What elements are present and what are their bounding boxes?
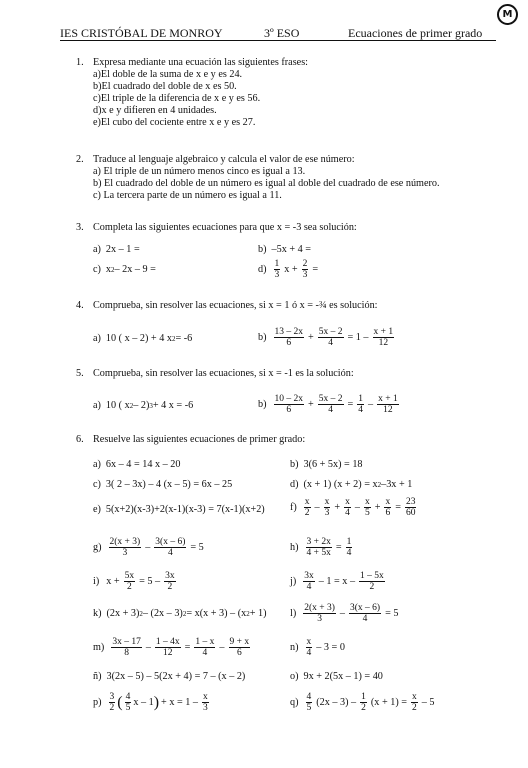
equation-6b: b) 3(6 + 5x) = 18 [290,459,363,470]
equation-6j: j) $\frac{3x}{4}$ – 1 = x – $\frac{1 - 5x}{2}$ [290,571,384,592]
exercise-title: Comprueba, sin resolver las ecuaciones, si x = 1 ó x = -¾ es solución: [93,300,378,311]
equation-6k: k) (2x + 3) 2 – (2x – 3) 2 = x(x + 3) – (x 2 + 1) [93,608,267,619]
equation-4a: a) 10 ( x – 2) + 4 x 2 = -6 [93,333,193,344]
equation-6g: g) $\frac{2(x + 3)}{3}$ – $\frac{3(x - 6)}{4}$ = 5 [93,537,204,558]
exercise-item: a) El triple de un número menos cinco es igual a 13. [93,166,306,177]
exercise-title: Comprueba, sin resolver las ecuaciones, si x = -1 es la solución: [93,368,354,379]
exercise-item: b) El cuadrado del doble de un número es igual al doble del cuadrado de ese número. [93,178,440,189]
course-level: 3º ESO [264,26,300,40]
exercise-item: a)El doble de la suma de x e y es 24. [93,69,243,80]
exercise-number: 1. [76,57,84,68]
exercise-number: 5. [76,368,84,379]
equation-3a: a) 2x – 1 = [93,244,140,255]
exercise-item: c) La tercera parte de un número es igual a 11. [93,190,282,201]
exercise-3 [76,222,357,234]
equation-3d: d) $\frac{1}{3}$ x + $\frac{2}{3}$ = [258,259,319,280]
equation-6ñ: ñ) 3(2x – 5) – 5(2x + 4) = 7 – (x – 2) [93,671,246,682]
equation-3b: b) –5x + 4 = [258,244,312,255]
exercise-4 [76,300,378,312]
exercise-title: Completa las siguientes ecuaciones para que x = -3 sea solución: [93,222,357,233]
exercise-2 [76,154,440,202]
exercise-1 [76,57,308,129]
exercise-item: b)El cuadrado del doble de x es 50. [93,81,237,92]
header-rule [60,40,496,41]
exercise-5 [76,368,354,380]
exercise-item: d)x e y difieren en 4 unidades. [93,105,217,116]
equation-6l: l) $\frac{2(x + 3)}{3}$ – $\frac{3(x - 6)}{4}$ = 5 [290,603,399,624]
equation-6h: h) $\frac{3 + 2x}{4 + 5x}$ = $\frac{1}{4}$ [290,537,352,558]
exercise-number: 2. [76,154,84,165]
school-name: IES CRISTÓBAL DE MONROY [60,26,223,40]
exercise-item: e)El cubo del cociente entre x e y es 27. [93,117,256,128]
equation-5b: b) $\frac{10 - 2x}{6}$ + $\frac{5x - 2}{4}$ = $\frac{1}{4}$ – $\frac{x + 1}{12}$ [258,394,398,415]
equation-6i: i) x + $\frac{5x}{2}$ = 5 – $\frac{3x}{2}$ [93,571,175,592]
equation-4b: b) $\frac{13 - 2x}{6}$ + $\frac{5x - 2}{4}$ = 1 – $\frac{x + 1}{12}$ [258,327,394,348]
equation-6n: n) $\frac{x}{4}$ – 3 = 0 [290,637,345,658]
school-logo-icon: M [497,4,518,25]
equation-6d: d) (x + 1) (x + 2) = x 2 –3x + 1 [290,479,413,490]
exercise-item: c)El triple de la diferencia de x e y es 56. [93,93,261,104]
exercise-title: Traduce al lenguaje algebraico y calcula el valor de ese número: [93,154,355,165]
equation-6f: f) $\frac{x}{2}$ – $\frac{x}{3}$ + $\frac{x}{4}$ – $\frac{x}{5}$ + $\frac{x}{6}$ = $\frac{23}{60}$ [290,497,416,518]
exercise-number: 4. [76,300,84,311]
exercise-6 [76,434,305,446]
equation-6e: e) 5(x+2)(x-3)+2(x-1)(x-3) = 7(x-1)(x+2) [93,504,265,515]
equation-6q: q) $\frac{4}{5}$ (2x – 3) – $\frac{1}{2}$ (x + 1) = $\frac{x}{2}$ – 5 [290,692,435,713]
exercise-number: 6. [76,434,84,445]
equation-6a: a) 6x – 4 = 14 x – 20 [93,459,181,470]
equation-6c: c) 3( 2 – 3x) – 4 (x – 5) = 6x – 25 [93,479,233,490]
equation-3c: c) x 2 – 2x – 9 = [93,264,156,275]
equation-6p: p) $\frac{3}{2}$ ( $\frac{4}{5}$ x – 1 ) + x = 1 – $\frac{x}{3}$ [93,692,208,713]
exercise-number: 3. [76,222,84,233]
equation-6o: o) 9x + 2(5x – 1) = 40 [290,671,383,682]
equation-5a: a) 10 ( x 2 – 2) 3 + 4 x = -6 [93,400,194,411]
exercise-title: Resuelve las siguientes ecuaciones de primer grado: [93,434,306,445]
worksheet-topic: Ecuaciones de primer grado [348,26,483,40]
equation-6m: m) $\frac{3x - 17}{8}$ – $\frac{1 - 4x}{12}$ = $\frac{1 - x}{4}$ – $\frac{9 + x}{6}$ [93,637,250,658]
exercise-title: Expresa mediante una ecuación las siguientes frases: [93,57,308,68]
